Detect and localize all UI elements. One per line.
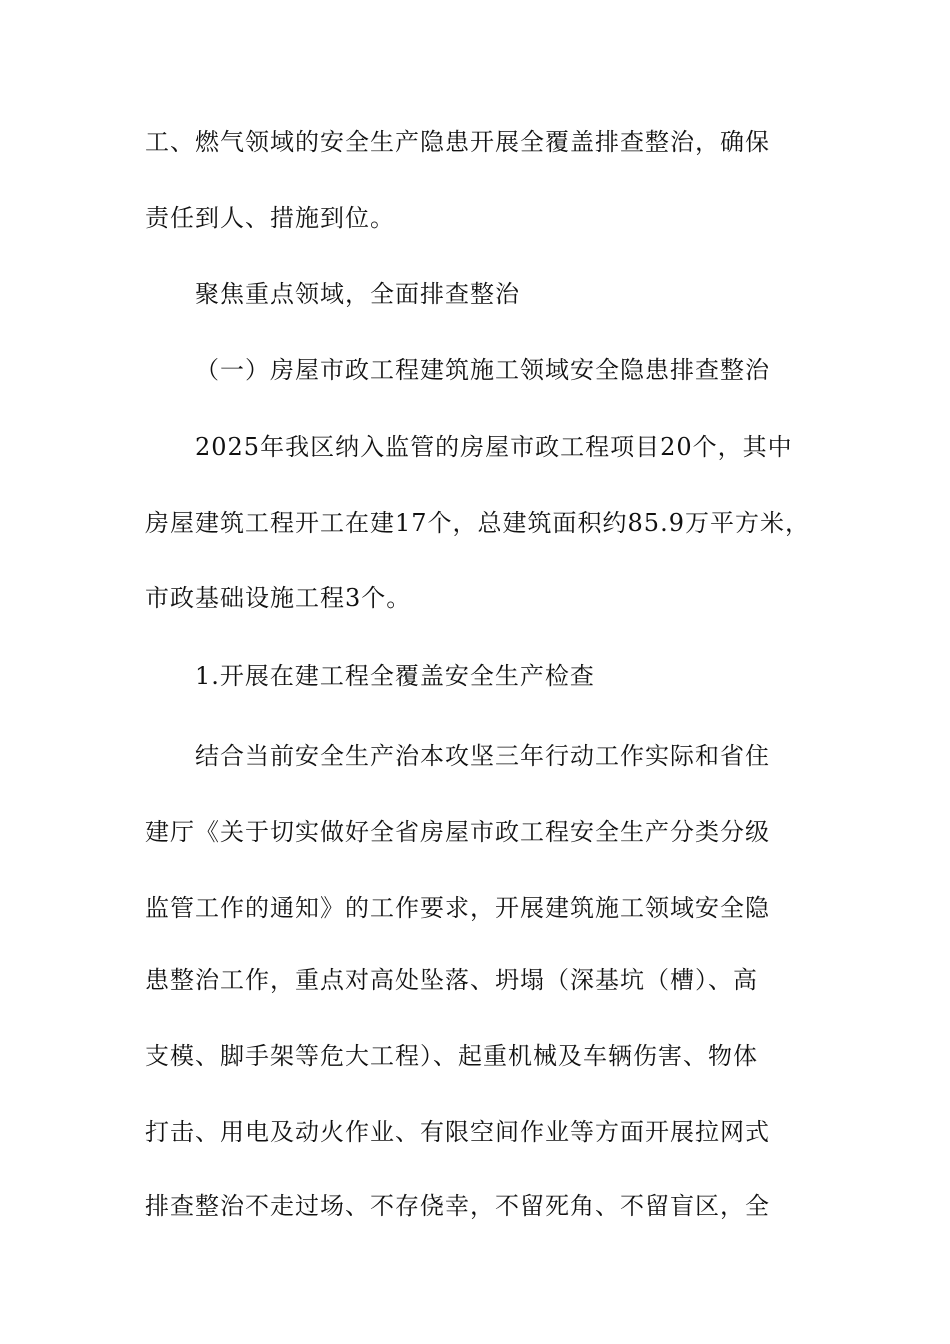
body-text-line: 打击、用电及动火作业、有限空间作业等方面开展拉网式 [145,1118,770,1146]
body-text-line: 市政基础设施工程3个。 [145,584,412,612]
body-text-line: 排查整治不走过场、不存侥幸，不留死角、不留盲区，全 [145,1192,770,1220]
body-text-line: 结合当前安全生产治本攻坚三年行动工作实际和省住 [195,742,770,770]
body-text-line: 建厅《关于切实做好全省房屋市政工程安全生产分类分级 [145,818,770,846]
item-heading: 1.开展在建工程全覆盖安全生产检查 [195,662,595,690]
body-text-line: 支模、脚手架等危大工程）、起重机械及车辆伤害、物体 [145,1042,758,1070]
body-text-line: 责任到人、措施到位。 [145,204,395,232]
body-text-line: 工、燃气领域的安全生产隐患开展全覆盖排查整治，确保 [145,128,770,156]
subsection-heading: （一）房屋市政工程建筑施工领域安全隐患排查整治 [195,356,770,384]
body-text-line: 2025年我区纳入监管的房屋市政工程项目20个，其中 [195,433,793,461]
body-text-line: 房屋建筑工程开工在建17个，总建筑面积约85.9万平方米， [145,509,810,537]
section-heading: 聚焦重点领域，全面排查整治 [195,280,520,308]
body-text-line: 监管工作的通知》的工作要求，开展建筑施工领域安全隐 [145,894,770,922]
body-text-line: 患整治工作，重点对高处坠落、坍塌（深基坑（槽）、高 [145,966,758,994]
